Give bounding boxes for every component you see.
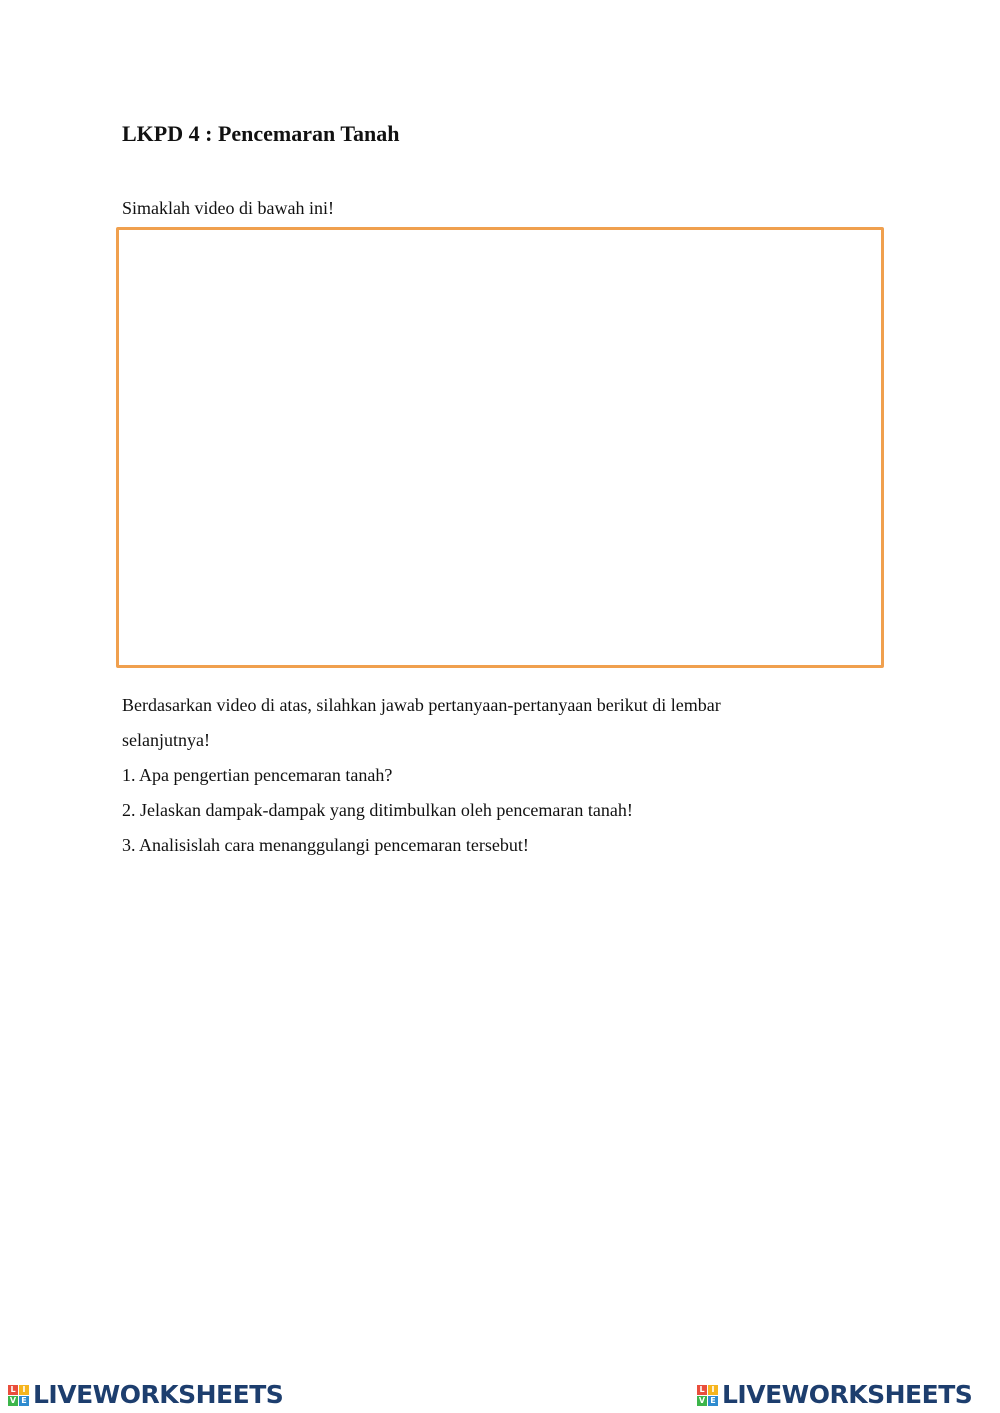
question-section (122, 688, 822, 863)
logo-text: LIVEWORKSHEETS (722, 1380, 973, 1409)
logo-icon-tile: L (697, 1385, 707, 1395)
liveworksheets-logo-right[interactable] (697, 1378, 972, 1412)
question-item: 1. Apa pengertian pencemaran tanah? (122, 765, 393, 785)
logo-icon-tile: E (708, 1396, 718, 1406)
intro-text-line-2: selanjutnya! (122, 730, 210, 750)
logo-icon-tile: E (19, 1396, 29, 1406)
logo-icon-tile: L (8, 1385, 18, 1395)
liveworksheets-icon (697, 1385, 718, 1406)
video-embed-box[interactable] (116, 227, 884, 668)
logo-icon-tile: V (698, 1395, 706, 1405)
logo-icon-tile: V (9, 1395, 17, 1405)
liveworksheets-logo-left[interactable] (8, 1378, 283, 1412)
page-title: LKPD 4 : Pencemaran Tanah (122, 121, 400, 146)
instruction-text: Simaklah video di bawah ini! (122, 198, 334, 218)
question-list (122, 758, 822, 863)
liveworksheets-icon (8, 1385, 29, 1406)
question-item: 2. Jelaskan dampak-dampak yang ditimbulkan oleh pencemaran tanah! (122, 800, 633, 820)
question-item: 3. Analisislah cara menanggulangi pencemaran tersebut! (122, 835, 529, 855)
logo-icon-tile: I (19, 1385, 29, 1395)
logo-text: LIVEWORKSHEETS (33, 1380, 284, 1409)
intro-text-line-1: Berdasarkan video di atas, silahkan jawab pertanyaan-pertanyaan berikut di lembar (122, 695, 721, 715)
logo-icon-tile: I (708, 1385, 718, 1395)
